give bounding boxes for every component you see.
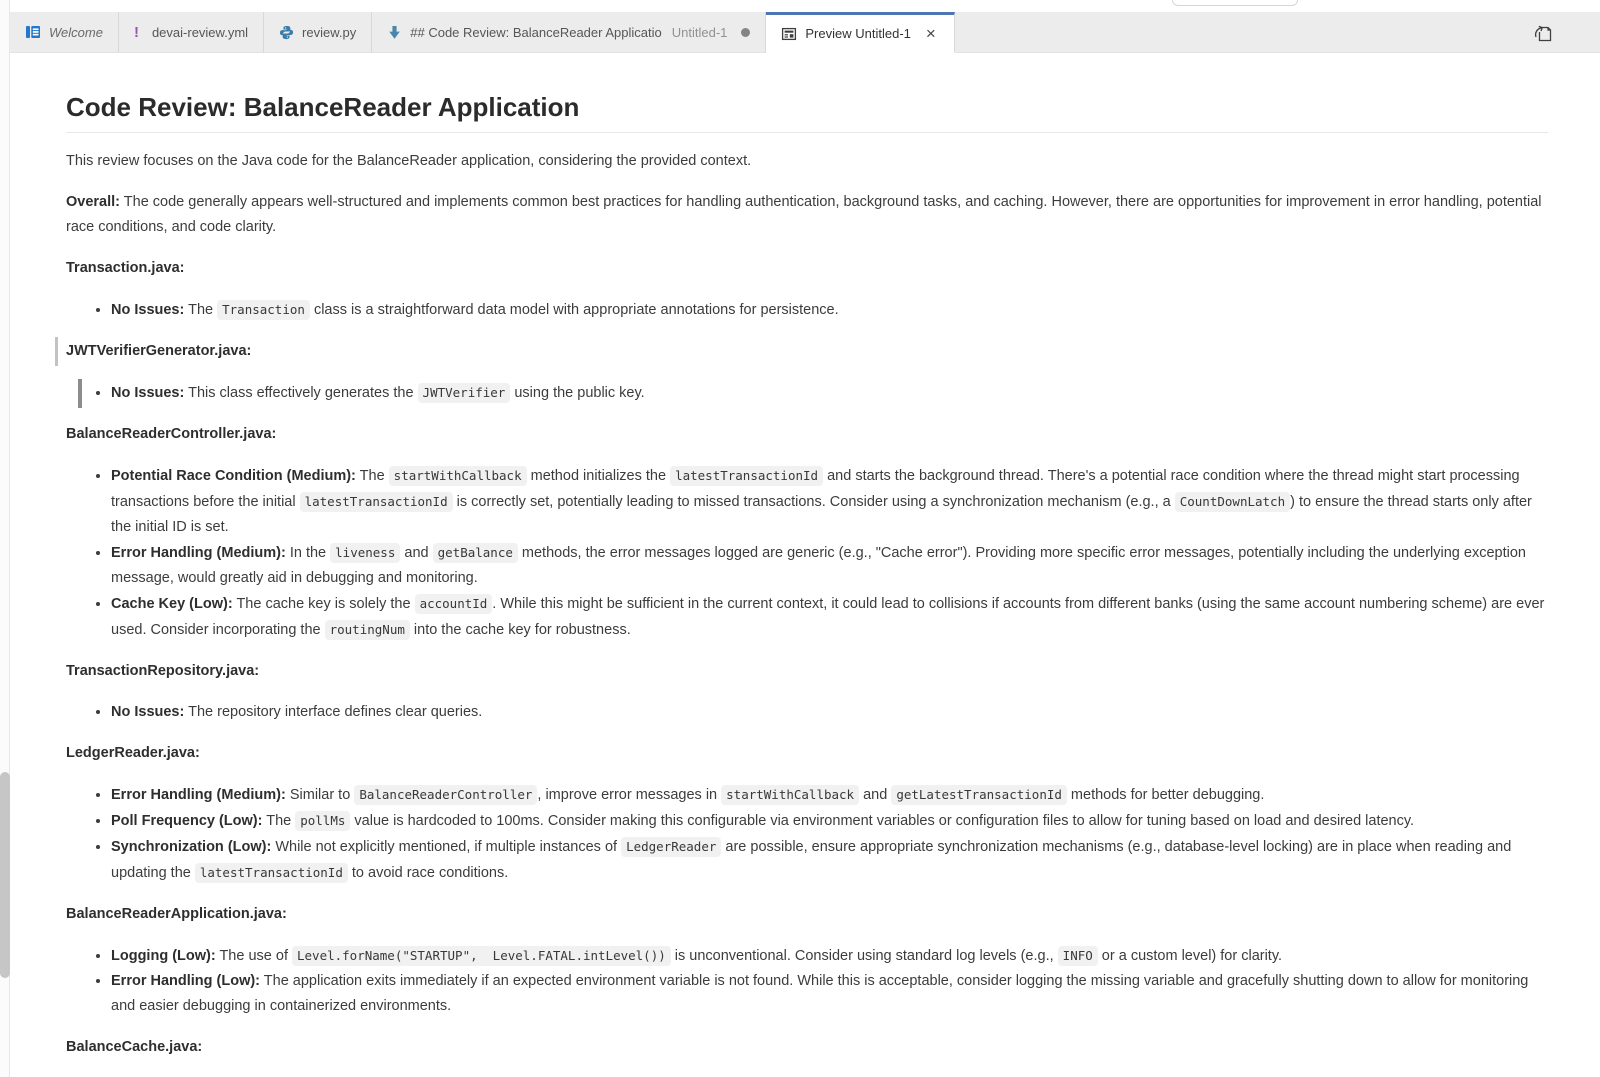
close-icon[interactable]: × xyxy=(925,24,936,43)
list-item: • Synchronization (Low): While not explicitly mentioned, if multiple instances of LedgerReader are possible, ensure appropriate synchronization mechanisms (e.g., database-level locking) are in place when reading and updating the latestTransactionId to avoid race conditions. xyxy=(111,834,1548,886)
inline-code: LedgerReader xyxy=(621,837,721,857)
split-editor-icon xyxy=(1532,22,1554,44)
bold-text: BalanceCache.java: xyxy=(66,1039,203,1055)
inline-code: CountDownLatch xyxy=(1175,492,1290,512)
bold-text: Error Handling (Low): xyxy=(111,973,261,989)
inline-code: liveness xyxy=(330,543,400,563)
tab-label: Preview Untitled-1 xyxy=(805,26,911,41)
scrollbar-thumb[interactable] xyxy=(0,772,10,978)
modified-dot-icon xyxy=(741,28,750,37)
bold-text: Error Handling (Medium): xyxy=(111,787,286,803)
bullet-list xyxy=(66,943,1548,1019)
paragraph xyxy=(66,256,1548,281)
bold-text: Cache Key (Low): xyxy=(111,596,233,612)
bold-text: Poll Frequency (Low): xyxy=(111,813,263,829)
inline-code: getBalance xyxy=(433,543,518,563)
inline-code: latestTransactionId xyxy=(670,466,823,486)
inline-code: pollMs xyxy=(295,811,350,831)
inline-code: startWithCallback xyxy=(721,785,859,805)
bullet-list xyxy=(66,380,1548,406)
bold-text: LedgerReader.java: xyxy=(66,745,200,761)
list-item: • Cache Key (Low): The cache key is solely the accountId . While this might be sufficient in the current context, it could lead to collisions if accounts from different banks (using the same account numbering scheme) are ever used. Consider incorporating the routingNum into the cache key for robustness. xyxy=(111,591,1548,643)
tab-label: ## Code Review: BalanceReader Applicatio xyxy=(410,24,662,40)
tab-label: Welcome xyxy=(49,24,103,40)
inline-code: getLatestTransactionId xyxy=(891,785,1067,805)
markdown-preview-pane xyxy=(11,53,1600,1077)
tab-secondary-label: Untitled-1 xyxy=(671,24,728,40)
list-item: • Error Handling (Low): The application exits immediately if an expected environment variable is not found. While this is acceptable, consider logging the missing variable and gracefully shutting down to allow for monitoring and easier debugging in containerized environments. xyxy=(111,969,1548,1019)
tab-welcome[interactable] xyxy=(10,12,119,53)
welcome-icon xyxy=(25,24,41,40)
paragraph xyxy=(66,339,1548,364)
list-item: • Error Handling (Medium): In the liveness and getBalance methods, the error messages logged are generic (e.g., "Cache error"). Providing more specific error messages, potentially including the underlying exception message, would greatly aid in debugging and monitoring. xyxy=(111,540,1548,591)
paragraph xyxy=(66,659,1548,684)
tab-bar xyxy=(10,12,1600,53)
tab-label: review.py xyxy=(302,24,357,40)
bullet-list xyxy=(66,297,1548,323)
list-item: • Error Handling (Medium): Similar to BalanceReaderController , improve error messages in startWithCallback and getLatestTransactionId methods for better debugging. xyxy=(111,782,1548,808)
bullet-list xyxy=(66,463,1548,643)
page-title: Code Review: BalanceReader Application xyxy=(66,91,1548,133)
yaml-icon: ! xyxy=(133,23,139,41)
markdown-content xyxy=(66,91,1548,1060)
tab-label: devai-review.yml xyxy=(151,24,249,40)
list-item: • No Issues: The repository interface defines clear queries. xyxy=(111,700,1548,725)
left-scrollbar-rail xyxy=(0,0,10,1077)
paragraph xyxy=(66,741,1548,766)
bold-text: JWTVerifierGenerator.java: xyxy=(66,343,252,359)
inline-code: BalanceReaderController xyxy=(354,785,537,805)
tab-preview-untitled-1[interactable] xyxy=(766,12,954,53)
bold-text: BalanceReaderApplication.java: xyxy=(66,906,287,922)
bold-text: BalanceReaderController.java: xyxy=(66,426,277,442)
bold-text: Logging (Low): xyxy=(111,948,216,964)
list-item: • Potential Race Condition (Medium): The startWithCallback method initializes the latestTransactionId and starts the background thread. There's a potential race condition where the thread might start processing transactions before the initial latestTransactionId is correctly set, potentially leading to missed transactions. Consider using a synchronization mechanism (e.g., a CountDownLatch ) to ensure the thread starts only after the initial ID is set. xyxy=(111,463,1548,540)
bold-text: No Issues: xyxy=(111,385,185,401)
bullet-list xyxy=(66,700,1548,725)
inline-code: accountId xyxy=(415,594,493,614)
list-item: • Poll Frequency (Low): The pollMs value is hardcoded to 100ms. Consider making this configurable via environment variables or configuration files to allow for tuning based on load and desired latency. xyxy=(111,808,1548,834)
bullet-list xyxy=(66,782,1548,886)
inline-code: Transaction xyxy=(217,300,310,320)
inline-code: JWTVerifier xyxy=(418,383,511,403)
inline-code: INFO xyxy=(1058,946,1098,966)
bold-text: TransactionRepository.java: xyxy=(66,663,260,679)
markdown-icon xyxy=(387,25,402,40)
inline-code: startWithCallback xyxy=(389,466,527,486)
inline-code: latestTransactionId xyxy=(195,863,348,883)
python-icon xyxy=(279,25,294,40)
bold-text: Potential Race Condition (Medium): xyxy=(111,468,356,484)
bold-text: No Issues: xyxy=(111,302,185,318)
markdown-blocks xyxy=(66,149,1548,1060)
overlay-remnant xyxy=(1172,0,1298,6)
list-item: • No Issues: This class effectively generates the JWTVerifier using the public key. xyxy=(111,380,1548,406)
inline-code: routingNum xyxy=(325,620,410,640)
tab-devai-review-yml[interactable] xyxy=(119,12,264,53)
tab-review-py[interactable] xyxy=(264,12,372,53)
paragraph: Overall: The code generally appears well-structured and implements common best practices for handling authentication, background tasks, and caching. However, there are opportunities for improvement in error handling, potential race conditions, and code clarity. xyxy=(66,194,1542,235)
bold-text: Error Handling (Medium): xyxy=(111,545,286,561)
paragraph xyxy=(66,1035,1548,1060)
bold-text: Synchronization (Low): xyxy=(111,839,272,855)
bold-text: No Issues: xyxy=(111,704,185,720)
inline-code: Level.forName("STARTUP", Level.FATAL.intLevel()) xyxy=(292,946,671,966)
tab-code-review-markdown[interactable] xyxy=(372,12,766,53)
preview-icon xyxy=(781,26,797,42)
paragraph xyxy=(66,422,1548,447)
paragraph: This review focuses on the Java code for the BalanceReader application, considering the provided context. xyxy=(66,153,752,169)
list-item: • No Issues: The Transaction class is a straightforward data model with appropriate annotations for persistence. xyxy=(111,297,1548,323)
bold-text: Overall: xyxy=(66,194,120,210)
paragraph xyxy=(66,902,1548,927)
inline-code: latestTransactionId xyxy=(300,492,453,512)
bold-text: Transaction.java: xyxy=(66,260,185,276)
tab-bar-filler xyxy=(955,12,1600,53)
list-item: • Logging (Low): The use of Level.forName("STARTUP", Level.FATAL.intLevel()) is unconventional. Consider using standard log levels (e.g., INFO or a custom level) for clarity. xyxy=(111,943,1548,969)
split-editor-button[interactable] xyxy=(1530,20,1556,46)
